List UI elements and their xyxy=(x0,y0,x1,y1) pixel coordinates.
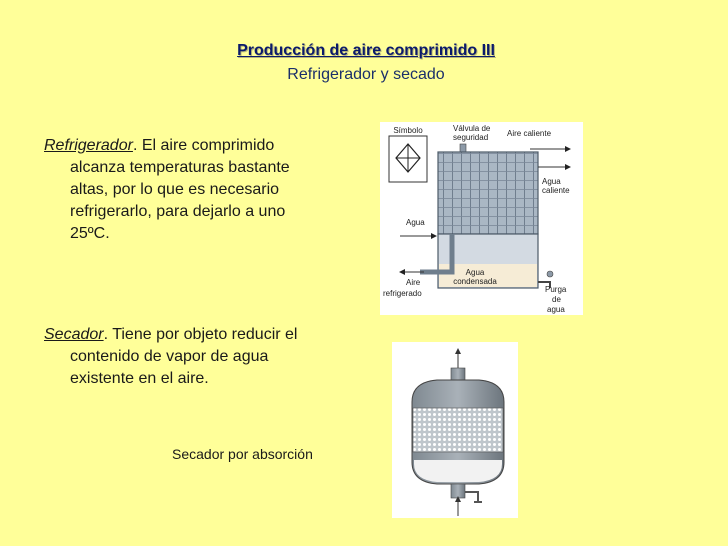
aire-refrigerado-label-1: Aire xyxy=(406,278,421,287)
aire-caliente-label: Aire caliente xyxy=(507,129,552,138)
refrigerador-diagram xyxy=(380,122,583,315)
text-line: . El aire comprimido xyxy=(132,137,275,154)
purga-label-2: de xyxy=(552,295,561,304)
slide-subtitle: Refrigerador y secado xyxy=(287,66,445,83)
paragraph-secador xyxy=(44,324,344,390)
slide-title: Producción de aire comprimido III xyxy=(237,42,495,59)
text-line: existente en el aire. xyxy=(70,370,209,387)
agua-condensada-label-2: condensada xyxy=(453,277,497,286)
purga-label-3: agua xyxy=(547,305,565,314)
text-line: contenido de vapor de agua xyxy=(70,348,269,365)
simbolo-label: Símbolo xyxy=(393,126,423,135)
term-secador: Secador xyxy=(44,326,104,343)
slide-title-block xyxy=(0,42,728,84)
agua-caliente-label-1: Agua xyxy=(542,177,561,186)
text-line: altas, por lo que es necesario xyxy=(70,181,280,198)
valvula-label-1: Válvula de xyxy=(453,124,491,133)
text-line: . Tiene por objeto reducir el xyxy=(103,326,298,343)
absorbent-bed xyxy=(413,408,503,452)
agua-condensada-label-1: Agua xyxy=(465,268,485,277)
purga-label-1: Purga xyxy=(545,285,567,294)
term-refrigerador: Refrigerador xyxy=(44,137,133,154)
text-line: alcanza temperaturas bastante xyxy=(70,159,290,176)
secador-caption: Secador por absorción xyxy=(172,446,313,462)
aire-refrigerado-label-2: refrigerado xyxy=(383,289,422,298)
heat-exchanger xyxy=(438,152,538,234)
secador-diagram xyxy=(392,342,518,518)
valvula-label-2: seguridad xyxy=(453,133,489,142)
paragraph-refrigerador xyxy=(44,135,344,245)
text-line: refrigerarlo, para dejarlo a uno xyxy=(70,203,286,220)
agua-label: Agua xyxy=(406,218,425,227)
text-line: 25ºC. xyxy=(70,225,110,242)
agua-caliente-label-2: caliente xyxy=(542,186,570,195)
